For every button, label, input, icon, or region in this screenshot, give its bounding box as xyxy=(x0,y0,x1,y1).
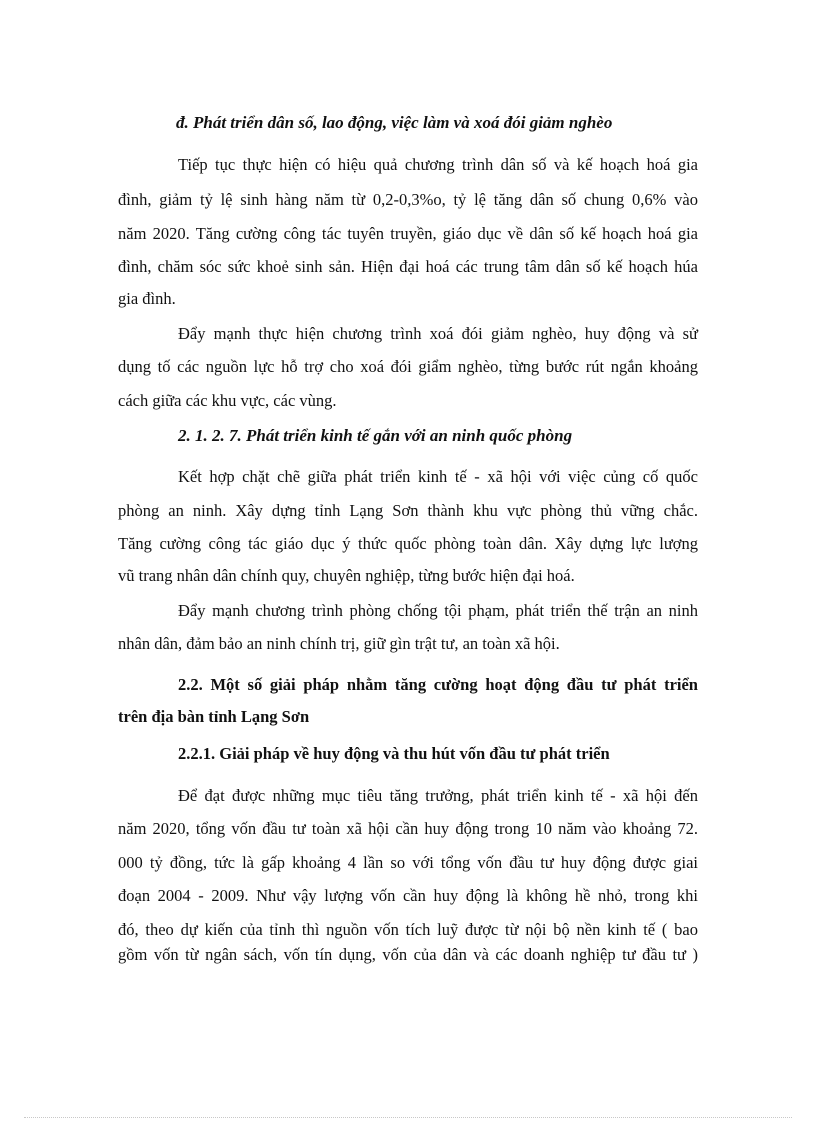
paragraph-line: nhân dân, đảm bảo an ninh chính trị, giữ gìn trật tư, an toàn xã hội. xyxy=(118,634,560,653)
section-heading-population: đ. Phát triển dân số, lao động, việc làm và xoá đói giảm nghèo xyxy=(176,113,613,132)
paragraph-line: đoạn 2004 - 2009. Như vậy lượng vốn cần huy động là không hề nhỏ, trong khi xyxy=(118,886,698,905)
paragraph-line: năm 2020, tổng vốn đầu tư toàn xã hội cần huy động trong 10 năm vào khoảng 72. xyxy=(118,819,698,838)
paragraph-line: Đẩy mạnh chương trình phòng chống tội phạm, phát triển thế trận an ninh xyxy=(178,601,698,620)
paragraph-line: vũ trang nhân dân chính quy, chuyên nghiệp, từng bước hiện đại hoá. xyxy=(118,566,575,585)
paragraph-line: đình, chăm sóc sức khoẻ sinh sản. Hiện đại hoá các trung tâm dân số kế hoạch húa xyxy=(118,257,698,276)
paragraph-line: phòng an ninh. Xây dựng tỉnh Lạng Sơn thành khu vực phòng thủ vững chắc. xyxy=(118,501,698,520)
paragraph-line: Tăng cường công tác giáo dục ý thức quốc phòng toàn dân. Xây dựng lực lượng xyxy=(118,534,698,553)
section-heading-security: 2. 1. 2. 7. Phát triển kinh tế gắn với an ninh quốc phòng xyxy=(178,426,573,445)
paragraph-line: cách giữa các khu vực, các vùng. xyxy=(118,391,337,410)
paragraph-line: đó, theo dự kiến của tỉnh thì nguồn vốn tích luỹ được từ nội bộ nền kinh tế ( bao xyxy=(118,920,698,939)
paragraph-line: Đẩy mạnh thực hiện chương trình xoá đói giảm nghèo, huy động và sử xyxy=(178,324,698,343)
paragraph-line: năm 2020. Tăng cường công tác tuyên truyền, giáo dục về dân số kế hoạch hoá gia xyxy=(118,224,698,243)
paragraph-line: Để đạt được những mục tiêu tăng trưởng, phát triển kinh tế - xã hội đến xyxy=(178,786,698,805)
paragraph-line: gồm vốn từ ngân sách, vốn tín dụng, vốn của dân và các doanh nghiệp tư đầu tư ) xyxy=(118,945,698,964)
paragraph-line: gia đình. xyxy=(118,289,176,308)
paragraph-line: 000 tỷ đồng, tức là gấp khoảng 4 lần so với tổng vốn đầu tư huy động được giai xyxy=(118,853,698,872)
paragraph-line: Tiếp tục thực hiện có hiệu quả chương trình dân số và kế hoạch hoá gia xyxy=(178,155,698,174)
page-bottom-rule xyxy=(24,1117,792,1118)
paragraph-line: đình, giảm tỷ lệ sinh hàng năm từ 0,2-0,3%o, tỷ lệ tăng dân số chung 0,6% vào xyxy=(118,190,698,209)
paragraph-line: dụng tố các nguồn lực hỗ trợ cho xoá đói giẩm nghèo, từng bước rút ngắn khoảng xyxy=(118,357,698,376)
section-heading-capital: 2.2.1. Giải pháp về huy động và thu hút vốn đầu tư phát triển xyxy=(178,744,610,763)
section-heading-solutions-cont: trên địa bàn tỉnh Lạng Sơn xyxy=(118,707,310,726)
section-heading-solutions: 2.2. Một số giải pháp nhằm tăng cường hoạt động đầu tư phát triển xyxy=(178,675,698,694)
paragraph-line: Kết hợp chặt chẽ giữa phát triển kinh tế - xã hội với việc củng cố quốc xyxy=(178,467,698,486)
